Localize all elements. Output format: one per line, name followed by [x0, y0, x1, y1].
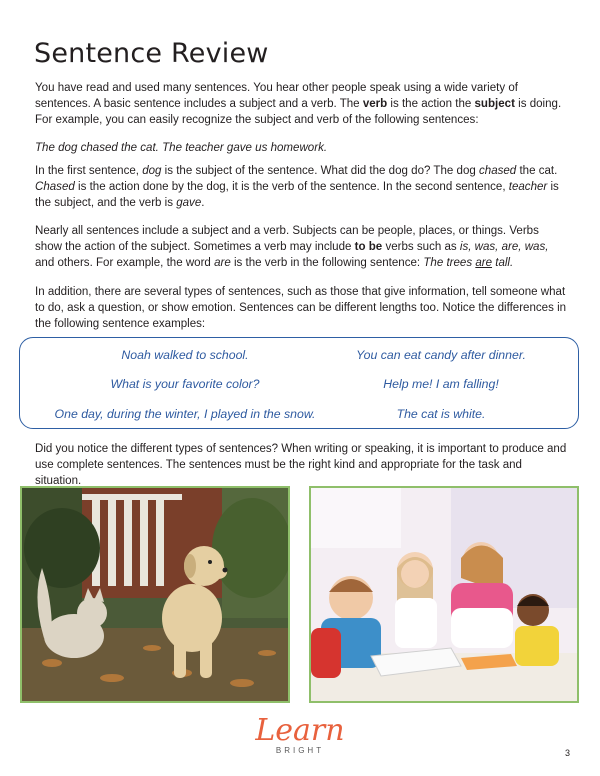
- text-run: is the verb in the following sentence:: [230, 257, 424, 269]
- subjects-verbs-paragraph: [35, 223, 568, 271]
- sentence-types-paragraph: In addition, there are several types of sentences, such as those that give information, tell someone what to do, ask a question, or show emotion. Sentences can be different lengths too. Notice the differences in the following sentence examples:: [35, 286, 567, 330]
- bold-term-to-be: to be: [354, 241, 383, 253]
- text-run: verbs such as: [382, 241, 460, 253]
- closing-paragraph: Did you notice the different types of sentences? When writing or speaking, it is important to produce and use complete sentences. The sentences must be the right kind and appropriate for the task and situation.: [35, 443, 567, 487]
- example-sentences-line: [35, 140, 568, 156]
- italic-word: gave: [176, 197, 202, 209]
- sentence-examples-box: [19, 337, 579, 429]
- logo-subtitle: BRIGHT: [275, 746, 325, 755]
- example-sentence: What is your favorite color?: [110, 377, 260, 391]
- bold-term-verb: verb: [362, 98, 388, 110]
- bold-term-subject: subject: [474, 98, 515, 110]
- text-run: is the action the: [387, 98, 475, 110]
- teacher-with-children-photo: [309, 486, 579, 703]
- text-run: is doing. For example, you can easily recognize the subject and verb of the following sentences:: [35, 98, 562, 126]
- italic-word: teacher: [508, 181, 548, 193]
- italic-word: are: [214, 257, 231, 269]
- italic-word: is, was, are, was,: [459, 241, 549, 253]
- text-run: the cat.: [516, 165, 558, 177]
- example-sentence: You can eat candy after dinner.: [356, 348, 526, 362]
- classroom-illustration: [311, 488, 577, 701]
- text-run: Nearly all sentences include a subject and a verb. Subjects can be people, places, or things. Verbs show the action of the subject. Sometimes a verb may include: [35, 225, 539, 253]
- text-run: .: [201, 197, 205, 209]
- logo-wordmark: Learn: [255, 713, 345, 748]
- example-sentence: Noah walked to school.: [121, 348, 249, 362]
- italic-word: dog: [142, 165, 162, 177]
- text-run: is the subject of the sentence. What did the dog do? The dog: [161, 165, 479, 177]
- underlined-verb: are: [475, 257, 493, 269]
- learn-bright-logo: [240, 714, 360, 770]
- example-sentence: One day, during the winter, I played in the snow.: [54, 407, 316, 421]
- page-title: Sentence Review: [34, 38, 269, 69]
- text-run: is the action done by the dog, it is the verb of the sentence. In the second sentence,: [74, 181, 509, 193]
- italic-word: chased: [479, 165, 517, 177]
- text-run: and others. For example, the word: [35, 257, 215, 269]
- italic-word: The trees: [423, 257, 476, 269]
- intro-paragraph: [35, 80, 568, 128]
- text-run: is the subject, and the verb is: [35, 181, 559, 209]
- dog-chasing-cat-photo: [20, 486, 290, 703]
- text-run: In the first sentence,: [35, 165, 143, 177]
- italic-word: Chased: [35, 181, 75, 193]
- example-sentence: Help me! I am falling!: [383, 377, 499, 391]
- text-run: You have read and used many sentences. You hear other people speak using a wide variety of sentences. A basic sentence includes a subject and a verb. The: [35, 82, 518, 110]
- dog-cat-illustration: [22, 488, 288, 701]
- example-sentence: The cat is white.: [396, 407, 486, 421]
- explanation-paragraph: [35, 163, 568, 211]
- italic-word: tall.: [492, 257, 514, 269]
- italic-example: The dog chased the cat. The teacher gave us homework.: [35, 142, 328, 154]
- page-number: 3: [565, 748, 571, 758]
